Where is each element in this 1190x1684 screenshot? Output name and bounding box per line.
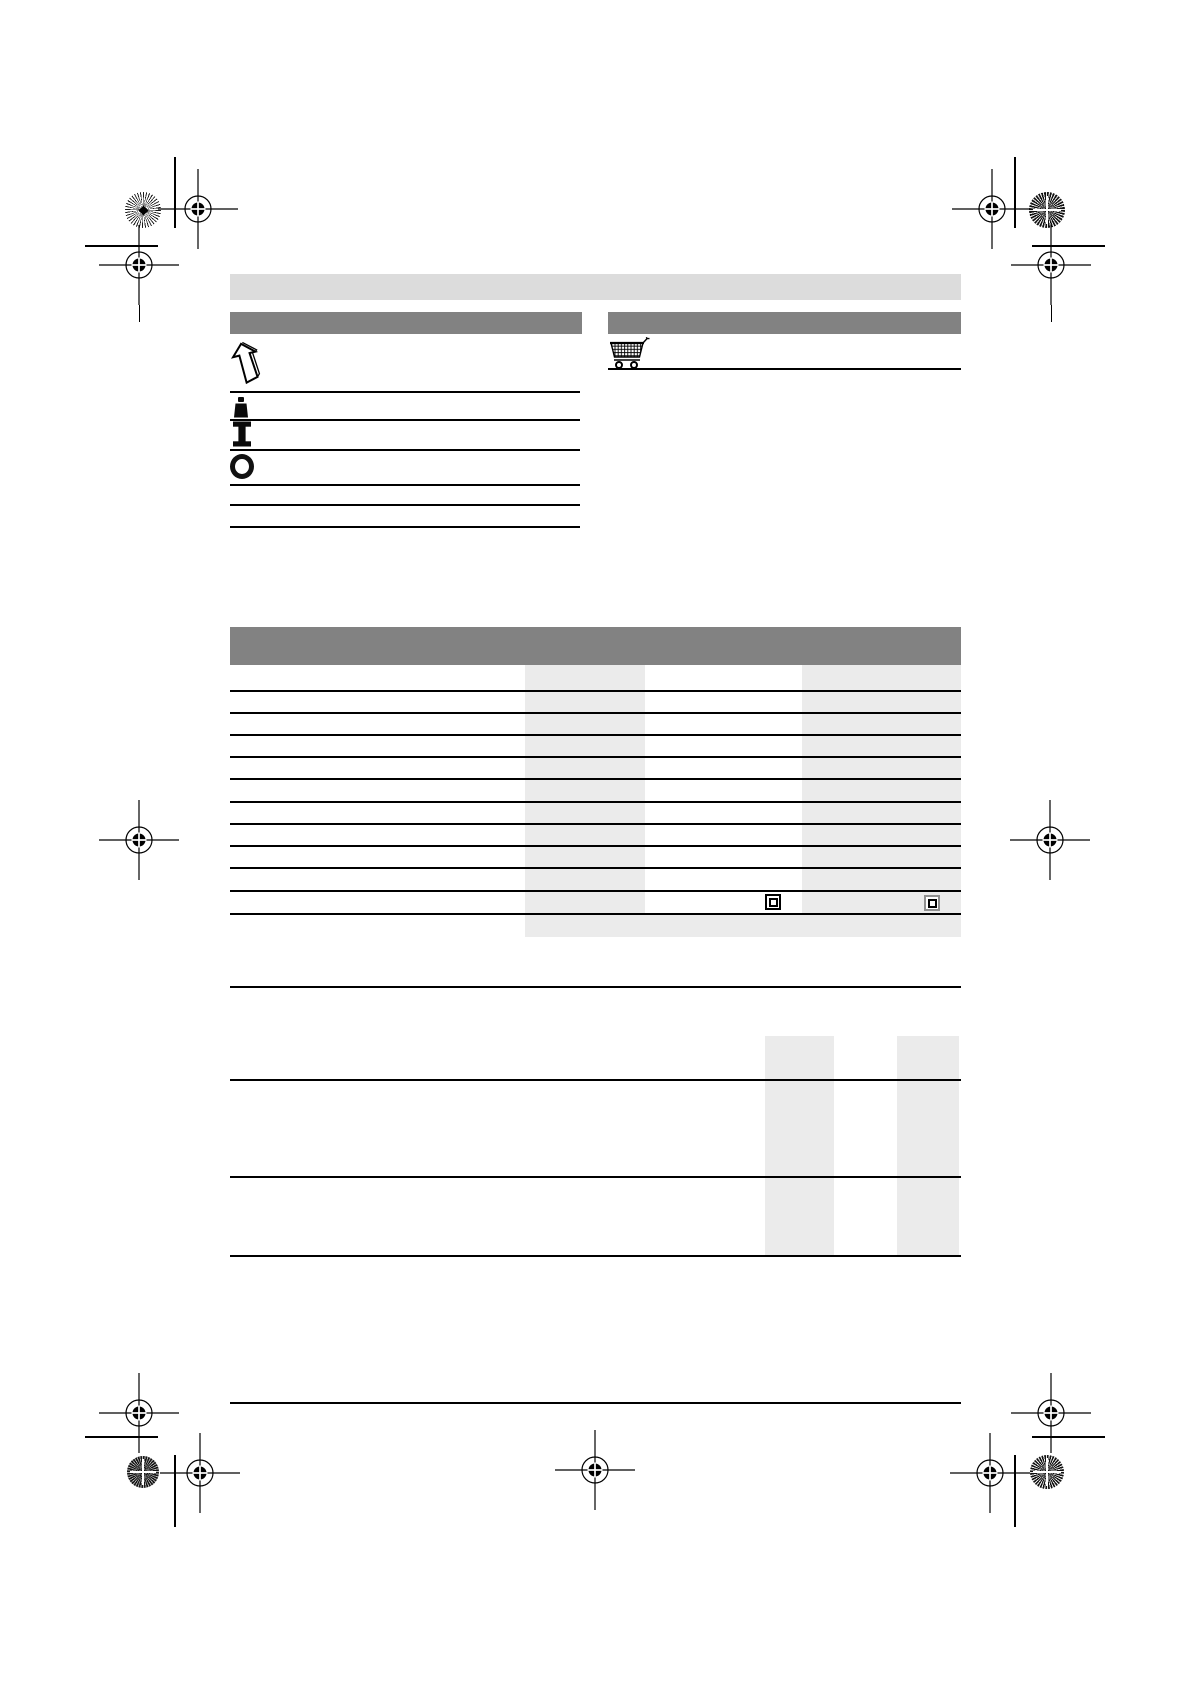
calibration-wheel-icon bbox=[1030, 1455, 1064, 1489]
table-row-line bbox=[230, 734, 961, 736]
calibration-wheel-icon bbox=[1029, 192, 1065, 228]
section-shaded-cell-column bbox=[897, 1036, 959, 1255]
weight-icon bbox=[232, 397, 250, 418]
right-column-header-bar bbox=[608, 312, 961, 334]
page-bottom-line bbox=[230, 1402, 961, 1404]
calibration-center-diamond bbox=[138, 205, 148, 215]
table-row-line bbox=[230, 778, 961, 780]
spec-table-header-bar bbox=[230, 627, 961, 665]
calibration-wheel-icon bbox=[125, 192, 161, 228]
table-row-line bbox=[230, 913, 961, 915]
legend-divider-line bbox=[230, 504, 580, 506]
table-row-line bbox=[230, 690, 961, 692]
calibration-cross bbox=[142, 1459, 144, 1485]
table-row-line bbox=[230, 845, 961, 847]
double-square-inner bbox=[769, 898, 778, 907]
trim-rule bbox=[85, 245, 158, 247]
table-row-line bbox=[230, 823, 961, 825]
table-row-line bbox=[230, 801, 961, 803]
shopping-cart-icon bbox=[608, 336, 650, 369]
legend-divider-line bbox=[230, 449, 580, 451]
trim-rule bbox=[174, 157, 176, 228]
trim-rule bbox=[85, 1436, 158, 1438]
legend-divider-line bbox=[230, 419, 580, 421]
direction-arrow-icon bbox=[234, 340, 268, 386]
trim-rule bbox=[1014, 157, 1016, 228]
registration-target-icon bbox=[1010, 800, 1090, 880]
section-divider-line bbox=[230, 1176, 961, 1178]
table-row-line bbox=[230, 756, 961, 758]
double-square-inner bbox=[928, 899, 937, 908]
calibration-cross bbox=[1046, 1458, 1048, 1485]
section-divider-line bbox=[230, 986, 961, 988]
table-row-line bbox=[230, 867, 961, 869]
registration-target-icon bbox=[555, 1430, 635, 1510]
calibration-wheel-icon bbox=[127, 1456, 159, 1488]
calibration-cross bbox=[1046, 196, 1048, 225]
table-row-line bbox=[230, 890, 961, 892]
legend-divider-line bbox=[230, 484, 580, 486]
table-shaded-band-middle bbox=[525, 665, 645, 913]
legend-divider-line bbox=[230, 391, 580, 393]
registration-target-icon bbox=[99, 225, 179, 305]
section-shaded-cell-column bbox=[765, 1036, 834, 1255]
page-top-light-bar bbox=[230, 274, 961, 300]
legend-divider-line bbox=[230, 526, 580, 528]
registration-target-icon bbox=[99, 800, 179, 880]
registration-target-icon bbox=[950, 1433, 1030, 1513]
left-column-header-bar bbox=[230, 312, 582, 334]
table-shaded-band-right bbox=[802, 665, 961, 913]
table-row-line bbox=[230, 712, 961, 714]
registration-target-icon bbox=[1011, 225, 1091, 305]
section-divider-line bbox=[230, 1079, 961, 1081]
ring-icon bbox=[230, 454, 254, 479]
table-footer-shaded-band bbox=[525, 913, 961, 937]
section-divider-line bbox=[230, 1255, 961, 1257]
registration-tail bbox=[139, 305, 141, 322]
registration-tail bbox=[1051, 305, 1053, 322]
registration-target-icon bbox=[160, 1433, 240, 1513]
double-square-icon bbox=[924, 895, 940, 911]
double-square-icon bbox=[765, 894, 781, 910]
trim-rule bbox=[1032, 1436, 1105, 1438]
i-beam-icon bbox=[232, 421, 252, 447]
order-panel-divider-line bbox=[608, 368, 961, 370]
trim-rule bbox=[1032, 245, 1105, 247]
